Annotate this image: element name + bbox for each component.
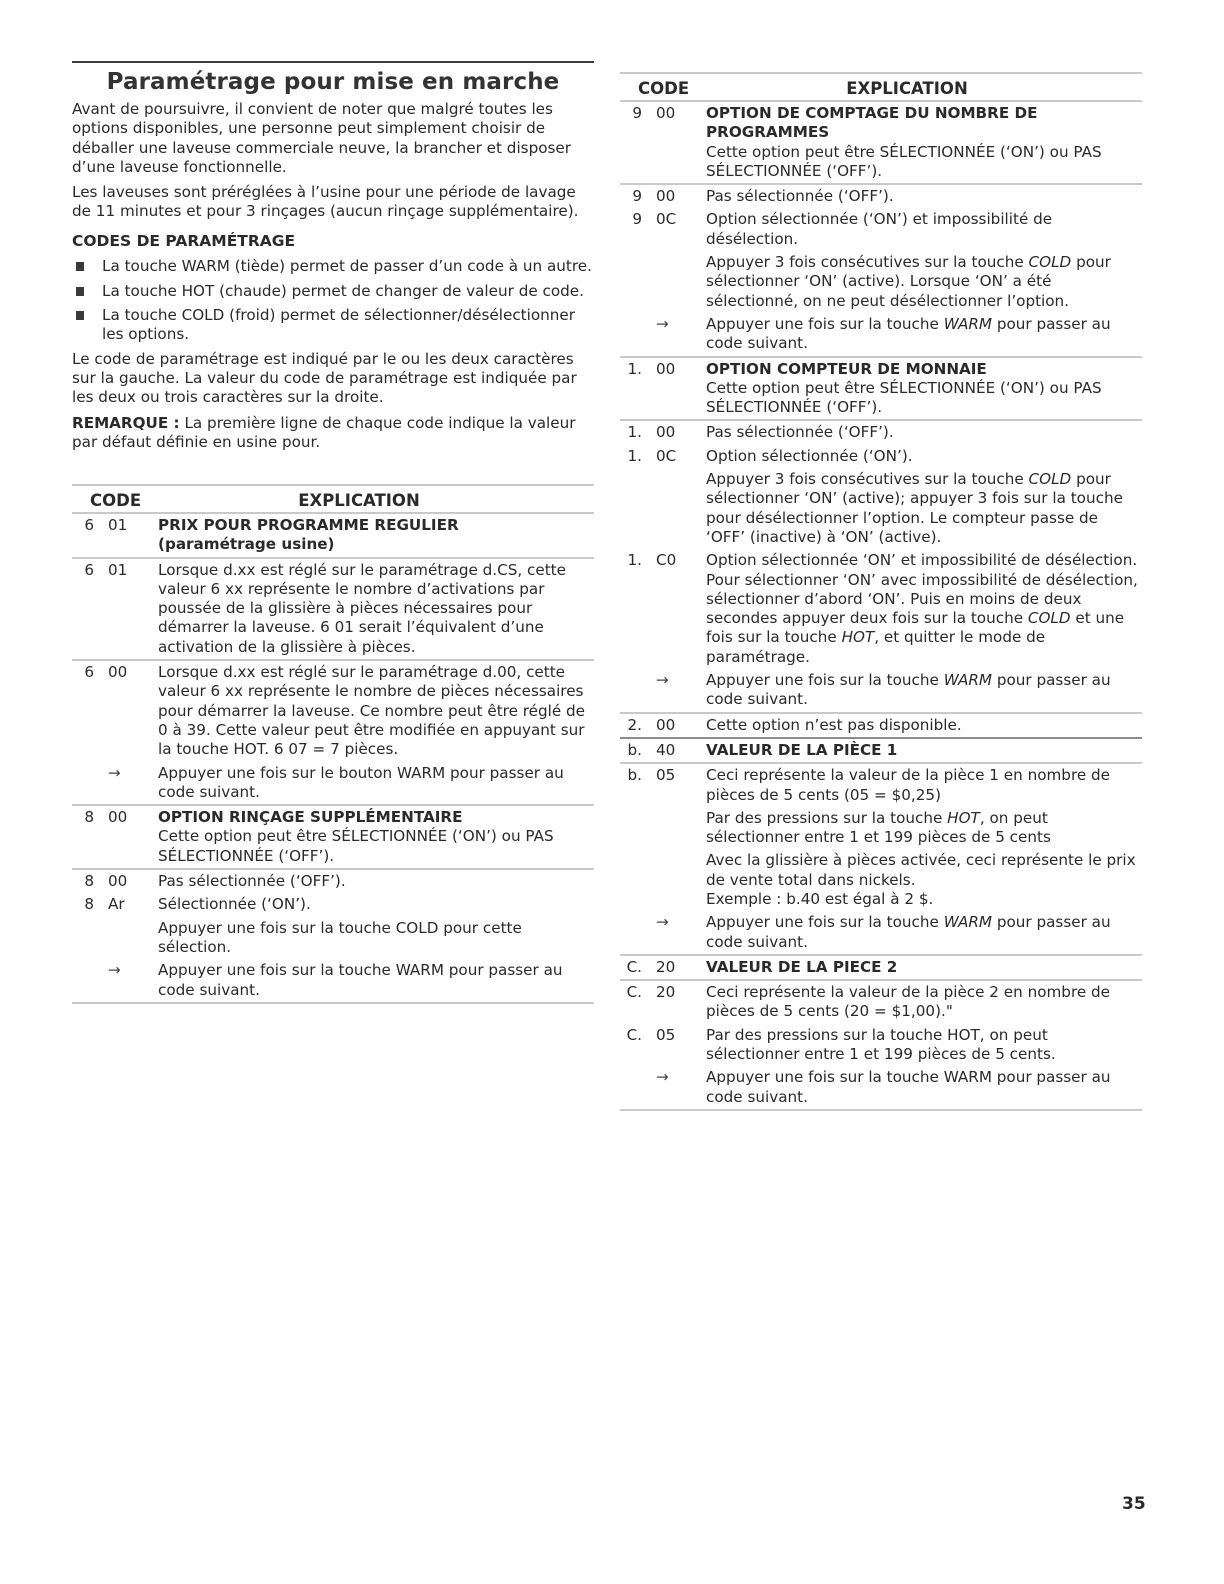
explanation: Lorsque d.xx est réglé sur le paramétrage d.CS, cette valeur 6 xx représente le nombre d’activations par poussée de la glissière à pièces nécessaires pour démarrer la laveuse. 6 01 serait l’équivalent d’une activation de la glissière à pièces. bbox=[158, 560, 566, 656]
code-value: 00 bbox=[656, 359, 676, 378]
page-title: Paramétrage pour mise en marche bbox=[106, 69, 560, 95]
text-part: et une fois sur la touche bbox=[706, 609, 1125, 647]
explanation: Ceci représente la valeur de la pièce 1 en nombre de pièces de 5 cents (05 = $0,25) bbox=[706, 766, 1111, 804]
code-value: 20 bbox=[656, 983, 676, 1002]
table-row bbox=[620, 714, 1142, 737]
code-prefix: 6 bbox=[84, 516, 94, 534]
explanation bbox=[706, 671, 1142, 710]
table-row bbox=[620, 251, 1142, 313]
empty-cell bbox=[100, 919, 158, 958]
empty-cell bbox=[648, 470, 706, 547]
arrow-icon: → bbox=[656, 314, 669, 333]
code-value: 00 bbox=[656, 187, 676, 206]
code-prefix: 8 bbox=[84, 808, 94, 827]
row-title: VALEUR DE LA PIÈCE 1 bbox=[706, 740, 898, 759]
table-row bbox=[72, 661, 594, 761]
rule bbox=[72, 1002, 594, 1004]
arrow-icon: → bbox=[656, 671, 669, 690]
key-name: WARM bbox=[943, 671, 993, 690]
bullet-item: La touche COLD (froid) permet de sélectionner/désélectionner les options. bbox=[72, 306, 594, 345]
row-text: Cette option peut être SÉLECTIONNÉE (‘ON’) ou PAS SÉLECTIONNÉE (‘OFF’). bbox=[158, 827, 554, 865]
code-value: 05 bbox=[656, 766, 676, 785]
code-value: 0C bbox=[656, 446, 677, 465]
code-prefix: 1. bbox=[627, 446, 642, 465]
explanation bbox=[706, 360, 1142, 418]
arrow-icon: → bbox=[656, 1068, 669, 1087]
text-part: pour passer au code suivant. bbox=[706, 913, 1111, 951]
code-prefix: b. bbox=[627, 766, 642, 785]
empty-cell bbox=[620, 913, 648, 952]
code-value: 00 bbox=[108, 808, 128, 827]
bullet-item: La touche WARM (tiède) permet de passer d’un code à un autre. bbox=[72, 257, 594, 276]
empty-cell bbox=[72, 919, 100, 958]
header-code: CODE bbox=[90, 491, 142, 511]
table-header bbox=[620, 74, 1142, 100]
row-subtitle: (paramétrage usine) bbox=[158, 535, 335, 554]
table-row bbox=[620, 313, 1142, 356]
table-row bbox=[620, 764, 1142, 807]
explanation bbox=[706, 809, 1142, 848]
empty-cell bbox=[72, 961, 100, 1000]
table-row bbox=[620, 1066, 1142, 1109]
table-row bbox=[620, 421, 1142, 444]
table-row bbox=[620, 549, 1142, 669]
text-part: Par des pressions sur la touche bbox=[706, 808, 948, 827]
example-text: Exemple : b.40 est égal à 2 $. bbox=[706, 889, 934, 908]
left-code-table bbox=[72, 484, 594, 1004]
text-part: pour passer au code suivant. bbox=[706, 671, 1111, 709]
row-title: VALEUR DE LA PIECE 2 bbox=[706, 957, 898, 976]
key-name: HOT bbox=[841, 628, 875, 647]
table-row bbox=[620, 669, 1142, 712]
code-prefix: 2. bbox=[627, 715, 642, 734]
text-part: pour passer au code suivant. bbox=[706, 314, 1111, 353]
empty-cell bbox=[620, 851, 648, 909]
code-prefix: 6 bbox=[84, 560, 94, 579]
row-title: PRIX POUR PROGRAMME REGULIER bbox=[158, 516, 459, 534]
explanation bbox=[158, 808, 594, 866]
table-row bbox=[72, 917, 594, 960]
top-rule bbox=[72, 61, 594, 63]
explanation: Appuyer une fois sur la touche COLD pour cette sélection. bbox=[158, 918, 522, 956]
table-row bbox=[620, 807, 1142, 850]
key-name: COLD bbox=[1028, 470, 1072, 489]
explanation bbox=[706, 913, 1142, 952]
code-value: 01 bbox=[108, 516, 128, 534]
empty-cell bbox=[620, 315, 648, 354]
table-row bbox=[620, 468, 1142, 549]
header-code: CODE bbox=[638, 79, 690, 99]
explanation: Sélectionnée (‘ON’). bbox=[158, 895, 311, 914]
explanation: Option sélectionnée (‘ON’) et impossibilité de désélection. bbox=[706, 210, 1053, 248]
rule bbox=[620, 1109, 1142, 1111]
table-row bbox=[620, 358, 1142, 420]
code-value: 00 bbox=[656, 104, 676, 122]
key-name: WARM bbox=[943, 314, 993, 333]
arrow-icon: → bbox=[108, 961, 121, 980]
code-prefix: 1. bbox=[627, 359, 642, 378]
bullet-item: La touche HOT (chaude) permet de changer de valeur de code. bbox=[72, 282, 594, 301]
table-row bbox=[620, 849, 1142, 911]
explanation: Option sélectionnée (‘ON’). bbox=[706, 446, 913, 465]
row-text: Cette option peut être SÉLECTIONNÉE (‘ON’) ou PAS SÉLECTIONNÉE (‘OFF’). bbox=[706, 142, 1102, 180]
remark-label: REMARQUE : bbox=[72, 413, 180, 432]
key-name: HOT bbox=[947, 808, 980, 827]
code-prefix: 9 bbox=[632, 210, 642, 229]
table-row bbox=[72, 559, 594, 659]
table-row bbox=[72, 806, 594, 868]
code-prefix: 8 bbox=[84, 895, 94, 914]
empty-cell bbox=[620, 253, 648, 311]
empty-cell bbox=[620, 809, 648, 848]
arrow-icon: → bbox=[108, 763, 121, 782]
empty-cell bbox=[72, 764, 100, 803]
text-part: , et quitter le mode de paramétrage. bbox=[706, 628, 1046, 666]
key-name: COLD bbox=[1028, 253, 1072, 272]
empty-cell bbox=[648, 253, 706, 311]
code-value: 40 bbox=[656, 740, 676, 759]
empty-cell bbox=[648, 809, 706, 848]
remark-text: La première ligne de chaque code indique la valeur par défaut définie en usine pour. bbox=[72, 413, 576, 451]
key-name: WARM bbox=[943, 913, 993, 932]
row-title: OPTION COMPTEUR DE MONNAIE bbox=[706, 359, 987, 378]
right-code-table bbox=[620, 72, 1142, 1111]
table-row bbox=[72, 514, 594, 557]
table-row bbox=[620, 185, 1142, 208]
explanation: Appuyer une fois sur la touche WARM pour passer au code suivant. bbox=[706, 1068, 1111, 1106]
table-row bbox=[72, 893, 594, 916]
intro-section bbox=[72, 100, 594, 458]
code-prefix: b. bbox=[627, 740, 642, 759]
explanation: Pas sélectionnée (‘OFF’). bbox=[706, 423, 894, 442]
explanation: Pas sélectionnée (‘OFF’). bbox=[706, 187, 894, 206]
empty-cell bbox=[620, 1068, 648, 1107]
text-part: Option sélectionnée ‘ON’ et impossibilité de désélection. Pour sélectionner ‘ON’ avec impossibilité de désélection, sélectionner d’abord ‘ON’. Puis en moins de deux secondes appuyer deux fois sur la touche bbox=[706, 551, 1138, 628]
table-row bbox=[620, 208, 1142, 251]
explanation: Appuyer une fois sur la touche WARM pour passer au code suivant. bbox=[158, 961, 563, 999]
remark bbox=[72, 414, 594, 453]
code-prefix: 1. bbox=[627, 551, 642, 570]
code-value: 01 bbox=[108, 560, 128, 579]
explanation: Appuyer une fois sur le bouton WARM pour passer au code suivant. bbox=[158, 763, 564, 801]
row-title: OPTION RINÇAGE SUPPLÉMENTAIRE bbox=[158, 808, 463, 827]
code-value: 20 bbox=[656, 957, 676, 976]
empty-cell bbox=[620, 671, 648, 710]
explanation bbox=[706, 470, 1142, 547]
table-header bbox=[72, 486, 594, 512]
code-prefix: C. bbox=[626, 1025, 642, 1044]
intro-paragraph: Avant de poursuivre, il convient de noter que malgré toutes les options disponibles, une personne peut simplement choisir de déballer une laveuse commerciale neuve, la brancher et disposer d’une laveuse fonctionnelle. bbox=[72, 100, 572, 176]
explanation: Ceci représente la valeur de la pièce 2 en nombre de pièces de 5 cents (20 = $1,00)." bbox=[706, 983, 1111, 1021]
row-title: OPTION DE COMPTAGE DU NOMBRE DE PROGRAMMES bbox=[706, 104, 1038, 142]
code-value: Ar bbox=[108, 895, 125, 914]
code-value: C0 bbox=[656, 551, 677, 570]
table-row bbox=[72, 762, 594, 805]
text-part: Appuyer une fois sur la touche bbox=[706, 314, 944, 333]
explanation bbox=[706, 851, 1142, 909]
table-row bbox=[620, 956, 1142, 979]
code-prefix: 1. bbox=[627, 423, 642, 442]
explanation bbox=[706, 104, 1142, 181]
explanation: Pas sélectionnée (‘OFF’). bbox=[158, 872, 346, 891]
text-part: Appuyer 3 fois consécutives sur la touche bbox=[706, 253, 1029, 272]
text-part: Appuyer 3 fois consécutives sur la touche bbox=[706, 470, 1029, 489]
code-value: 00 bbox=[656, 423, 676, 442]
table-row bbox=[620, 445, 1142, 468]
text-part: pour sélectionner ‘ON’ (active); appuyer 3 fois sur la touche pour désélectionner l’option. Le compteur passe de ‘OFF’ (inactive) à ‘ON’ (active). bbox=[706, 470, 1123, 546]
intro-paragraph: Les laveuses sont préréglées à l’usine pour une période de lavage de 11 minutes et pour 3 rinçages (aucun rinçage supplémentaire). bbox=[72, 183, 579, 221]
explanation: Cette option n’est pas disponible. bbox=[706, 715, 962, 734]
table-row bbox=[620, 1024, 1142, 1067]
explanation bbox=[706, 253, 1142, 311]
text-part: pour sélectionner ‘ON’ (active). Lorsque ‘ON’ a été sélectionné, on ne peut désélectionner l’option. bbox=[706, 253, 1111, 310]
page-number: 35 bbox=[1122, 1494, 1146, 1514]
code-prefix: 6 bbox=[84, 663, 94, 682]
text-part: Appuyer une fois sur la touche bbox=[706, 913, 944, 932]
explanation bbox=[706, 551, 1142, 667]
table-row bbox=[620, 102, 1142, 183]
code-prefix: 9 bbox=[632, 104, 642, 122]
table-row bbox=[620, 739, 1142, 762]
intro-paragraph: Le code de paramétrage est indiqué par le ou les deux caractères sur la gauche. La valeur du code de paramétrage est indiquée par les deux ou trois caractères sur la droite. bbox=[72, 349, 577, 407]
code-value: 0C bbox=[656, 210, 677, 229]
bullet-list bbox=[72, 257, 594, 344]
code-prefix: 9 bbox=[632, 187, 642, 206]
table-row bbox=[72, 959, 594, 1002]
code-prefix: C. bbox=[626, 983, 642, 1002]
key-name: COLD bbox=[1027, 609, 1071, 628]
empty-cell bbox=[620, 470, 648, 547]
explanation: Par des pressions sur la touche HOT, on peut sélectionner entre 1 et 199 pièces de 5 cents. bbox=[706, 1025, 1056, 1064]
arrow-icon: → bbox=[656, 913, 669, 932]
empty-cell bbox=[648, 851, 706, 909]
code-value: 00 bbox=[656, 715, 676, 734]
table-row bbox=[72, 870, 594, 893]
code-value: 05 bbox=[656, 1025, 676, 1044]
code-value: 00 bbox=[108, 663, 128, 682]
table-row bbox=[620, 911, 1142, 954]
explanation bbox=[706, 315, 1142, 354]
explanation bbox=[158, 516, 594, 555]
codes-heading: CODES DE PARAMÉTRAGE bbox=[72, 231, 296, 250]
header-explication: EXPLICATION bbox=[846, 79, 968, 99]
text-part: , on peut sélectionner entre 1 et 199 pièces de 5 cents bbox=[706, 808, 1051, 847]
header-explication: EXPLICATION bbox=[298, 491, 420, 511]
text-part: Avec la glissière à pièces activée, ceci représente le prix de vente total dans nickels. bbox=[706, 851, 1136, 889]
code-value: 00 bbox=[108, 872, 128, 891]
text-part: Appuyer une fois sur la touche bbox=[706, 671, 944, 690]
code-prefix: C. bbox=[626, 957, 642, 976]
row-text: Cette option peut être SÉLECTIONNÉE (‘ON’) ou PAS SÉLECTIONNÉE (‘OFF’). bbox=[706, 378, 1102, 417]
code-prefix: 8 bbox=[84, 872, 94, 891]
table-row bbox=[620, 981, 1142, 1024]
explanation: Lorsque d.xx est réglé sur le paramétrage d.00, cette valeur 6 xx représente le nombre de pièces nécessaires pour démarrer la laveuse. Ce nombre peut être réglé de 0 à 39. Cette valeur peut être modifiée en appuyant sur la touche HOT. 6 07 = 7 pièces. bbox=[158, 663, 586, 759]
